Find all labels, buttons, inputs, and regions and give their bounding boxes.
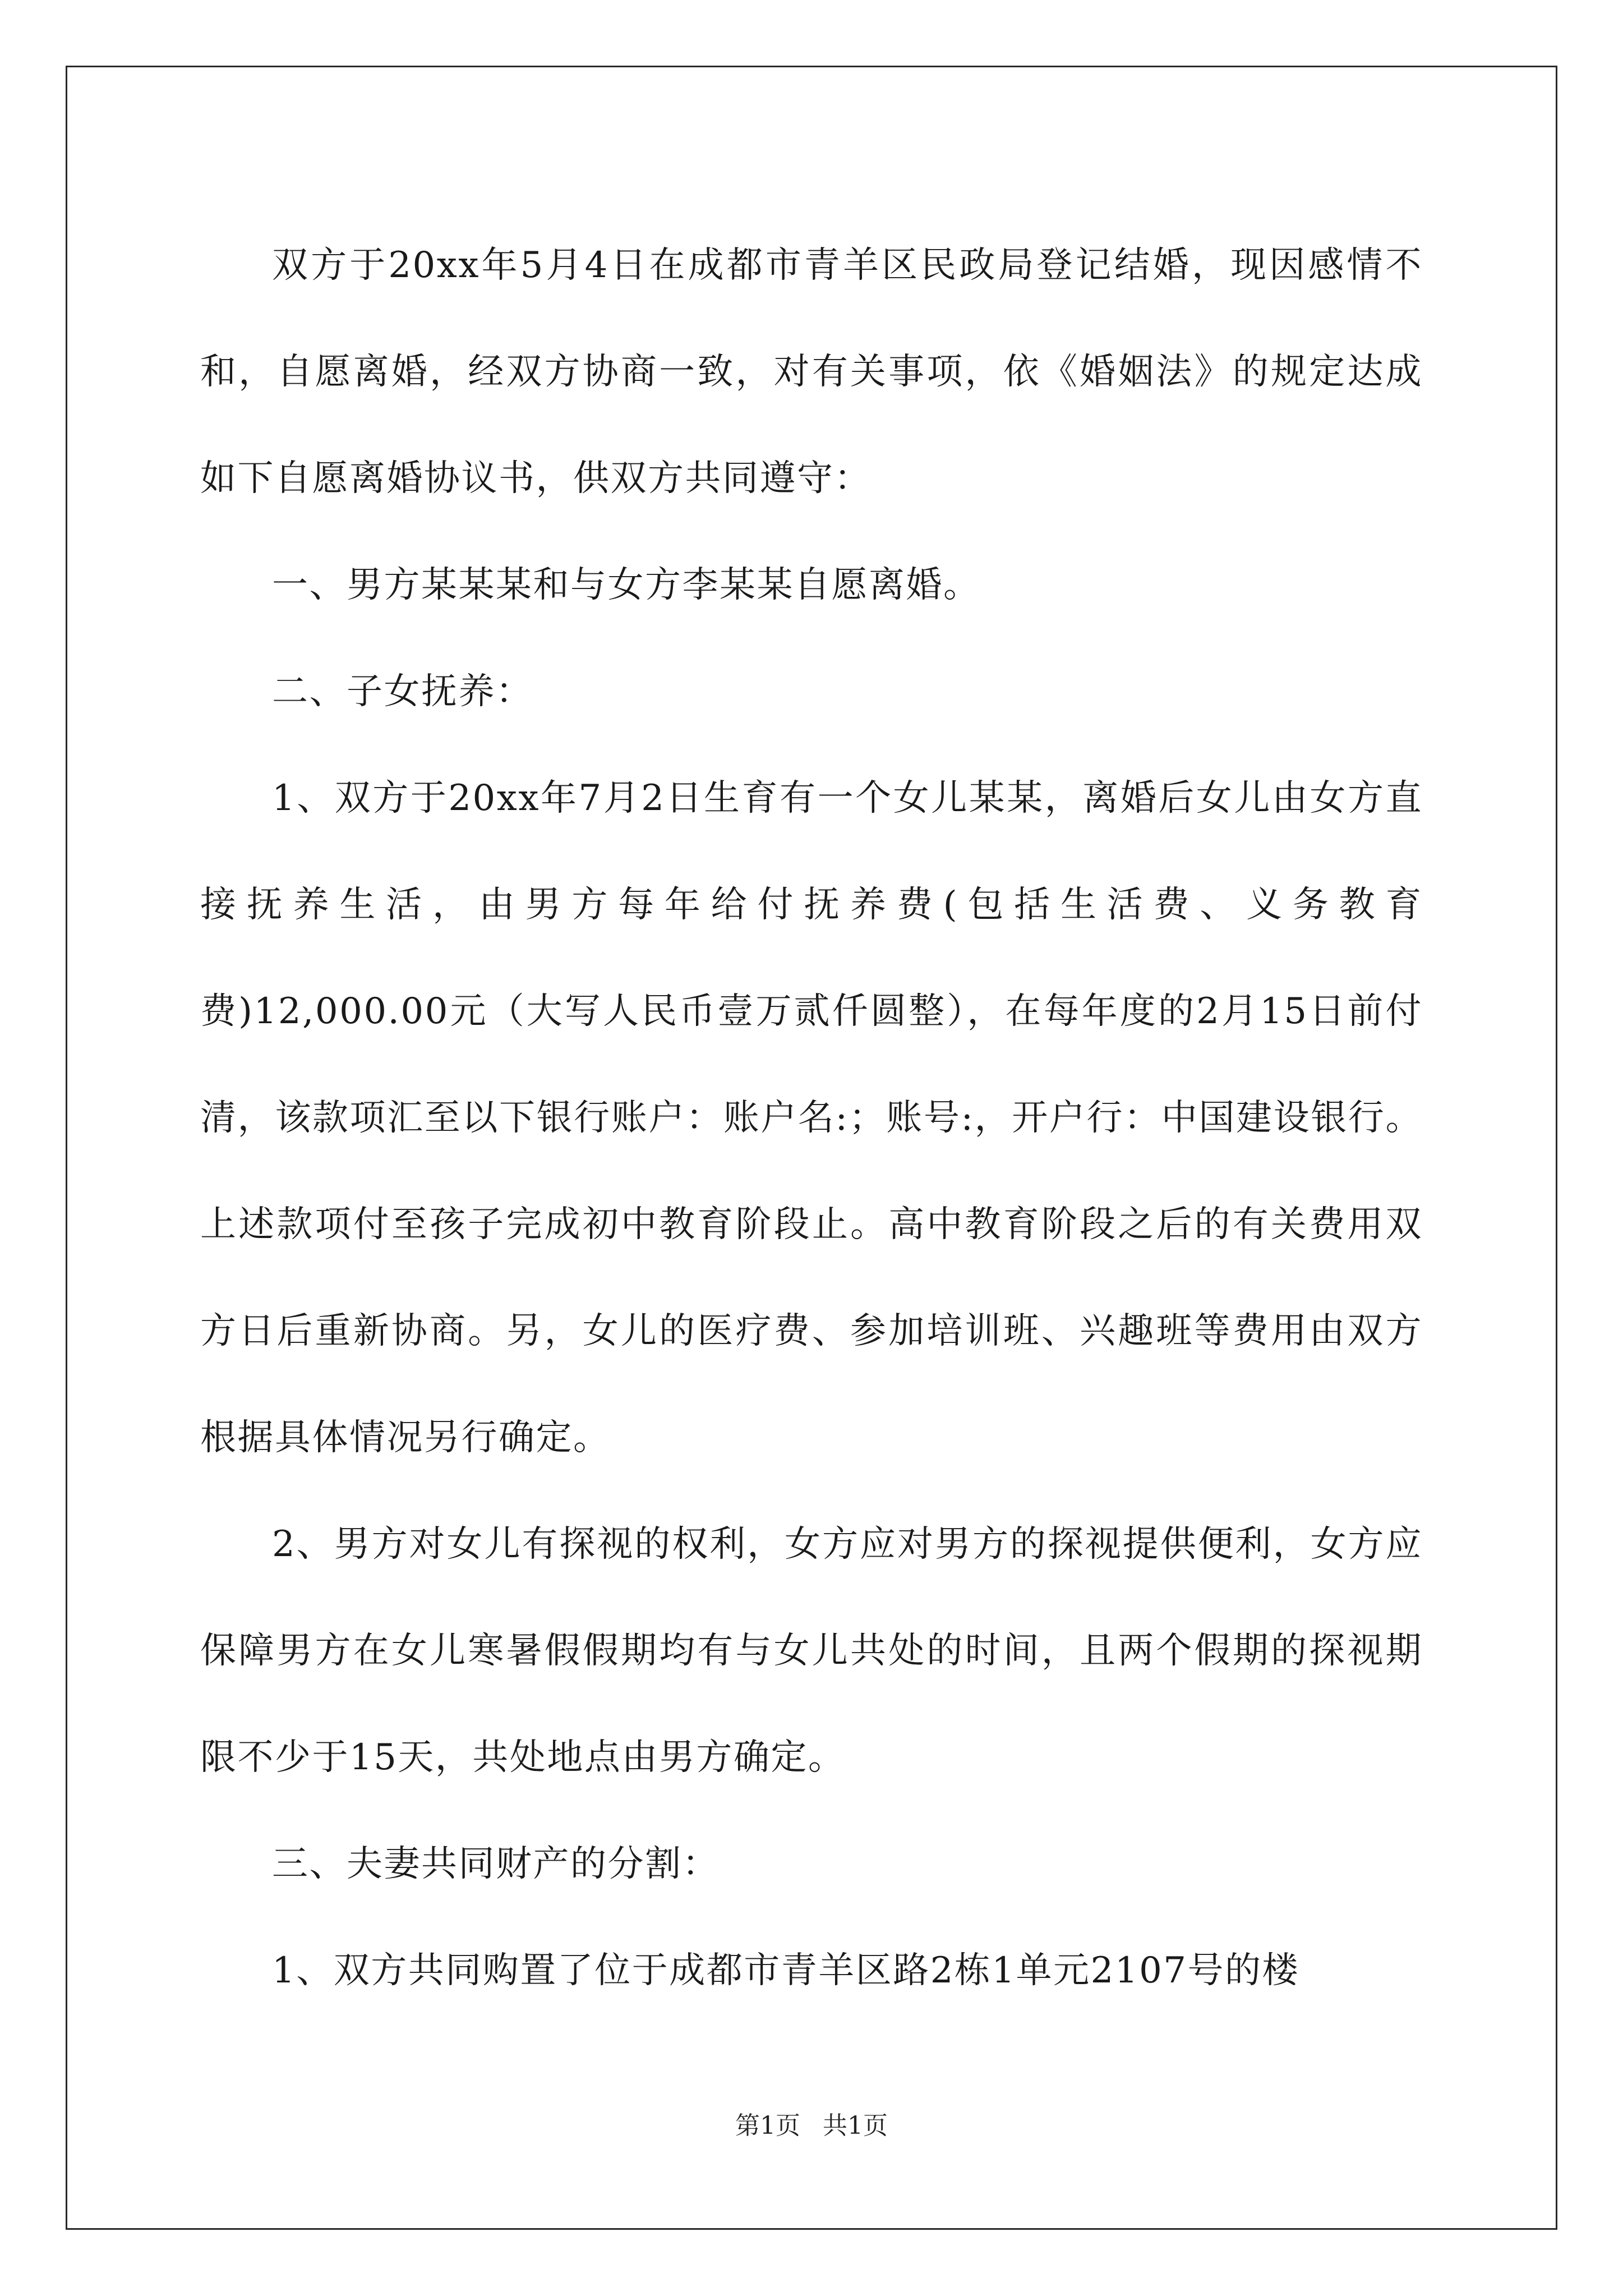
paragraph-visitation: 2、男方对女儿有探视的权利，女方应对男方的探视提供便利，女方应保障男方在女儿寒暑假假期均有与女儿共处的时间，且两个假期的探视期限不少于15天，共处地点由男方确定。 — [200, 1524, 1423, 1778]
paragraph-clause-1: 一、男方某某某和与女方李某某自愿离婚。 — [272, 564, 981, 606]
paragraph-intro: 双方于20xx年5月4日在成都市青羊区民政局登记结婚，现因感情不和，自愿离婚，经双方协商一致，对有关事项，依《婚姻法》的规定达成如下自愿离婚协议书，供双方共同遵守： — [200, 245, 1423, 499]
paragraph-clause-2-heading: 二、子女抚养： — [272, 671, 533, 712]
page-footer — [0, 2109, 1623, 2143]
paragraph-clause-3-heading: 三、夫妻共同财产的分割： — [272, 1843, 720, 1885]
page-number: 第1页 — [735, 2111, 800, 2140]
paragraph-child-support: 1、双方于20xx年7月2日生育有一个女儿某某，离婚后女儿由女方直接抚养生活，由男方每年给付抚养费(包括生活费、义务教育费)12,000.00元（大写人民币壹万贰仟圆整），在每年度的2月15日前付清，该款项汇至以下银行账户：账户名:；账号:，开户行：中国建设银行。上述款项付至孩子完成初中教育阶段止。高中教育阶段之后的有关费用双方日后重新协商。另，女儿的医疗费、参加培训班、兴趣班等费用由双方根据具体情况另行确定。 — [200, 777, 1423, 1458]
document-body — [200, 212, 1423, 2024]
paragraph-property: 1、双方共同购置了位于成都市青羊区路2栋1单元2107号的楼 — [272, 1950, 1300, 1991]
page-total: 共1页 — [823, 2111, 888, 2140]
